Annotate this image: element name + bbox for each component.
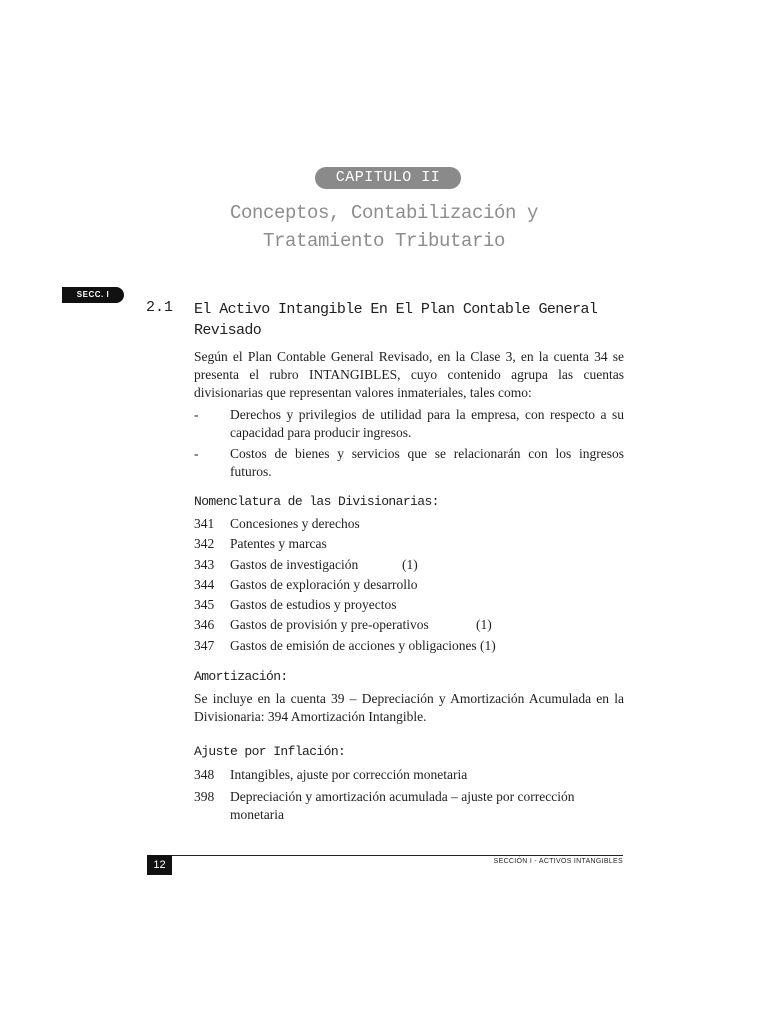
ajuste-code: 398 bbox=[194, 789, 215, 804]
ajuste-heading: Ajuste por Inflación: bbox=[194, 744, 346, 759]
bullet-text: Derechos y privilegios de utilidad para la empresa, con respecto a su capacidad para producir ingresos. bbox=[230, 407, 624, 440]
amortizacion-text: Se incluye en la cuenta 39 – Depreciación y Amortización Acumulada en la Divisionaria: 394 Amortización Intangible. bbox=[194, 691, 624, 724]
divisionaria-code: 345 bbox=[194, 597, 215, 612]
amortizacion-heading: Amortización: bbox=[194, 669, 288, 684]
ajuste-code: 348 bbox=[194, 767, 215, 782]
divisionaria-desc: Gastos de investigación bbox=[230, 557, 359, 572]
divisionaria-note: (1) bbox=[402, 557, 418, 572]
chapter-title-line-1: Conceptos, Contabilización y bbox=[229, 202, 539, 224]
chapter-title-line-2: Tratamiento Tributario bbox=[262, 230, 506, 252]
divisionaria-code: 347 bbox=[194, 638, 215, 653]
section-tab: SECC. I bbox=[62, 287, 124, 303]
bullet-dash: - bbox=[194, 407, 199, 422]
divisionaria-code: 346 bbox=[194, 617, 215, 632]
footer-rule bbox=[147, 855, 623, 856]
divisionaria-code: 343 bbox=[194, 557, 215, 572]
footer-section-label: SECCIÓN I - ACTIVOS INTANGIBLES bbox=[493, 858, 623, 865]
intro-paragraph: Según el Plan Contable General Revisado, en la Clase 3, en la cuenta 34 se presenta el rubro INTANGIBLES, cuyo contenido agrupa las cuentas divisionarias que representan valores inmateriales, tales como: bbox=[194, 349, 624, 400]
chapter-label: CAPITULO II bbox=[315, 167, 461, 189]
divisionaria-desc: Gastos de estudios y proyectos bbox=[230, 597, 397, 612]
divisionaria-note: (1) bbox=[476, 617, 492, 632]
divisionaria-code: 342 bbox=[194, 536, 215, 551]
divisionaria-desc: Gastos de exploración y desarrollo bbox=[230, 577, 418, 592]
divisionaria-desc: Patentes y marcas bbox=[230, 536, 327, 551]
section-title: El Activo Intangible En El Plan Contable General Revisado bbox=[194, 301, 598, 339]
ajuste-desc: Depreciación y amortización acumulada – ajuste por corrección monetaria bbox=[230, 789, 575, 822]
bullet-text: Costos de bienes y servicios que se relacionarán con los ingresos futuros. bbox=[230, 446, 624, 479]
divisionaria-code: 344 bbox=[194, 577, 215, 592]
nomenclatura-heading: Nomenclatura de las Divisionarias: bbox=[194, 494, 439, 509]
divisionaria-desc: Concesiones y derechos bbox=[230, 516, 360, 531]
ajuste-desc: Intangibles, ajuste por corrección monetaria bbox=[230, 767, 468, 782]
page-number: 12 bbox=[147, 855, 172, 875]
divisionaria-code: 341 bbox=[194, 516, 215, 531]
section-number: 2.1 bbox=[146, 299, 174, 316]
divisionaria-desc: Gastos de emisión de acciones y obligaciones (1) bbox=[230, 638, 496, 653]
bullet-dash: - bbox=[194, 446, 199, 461]
divisionaria-desc: Gastos de provisión y pre-operativos bbox=[230, 617, 429, 632]
